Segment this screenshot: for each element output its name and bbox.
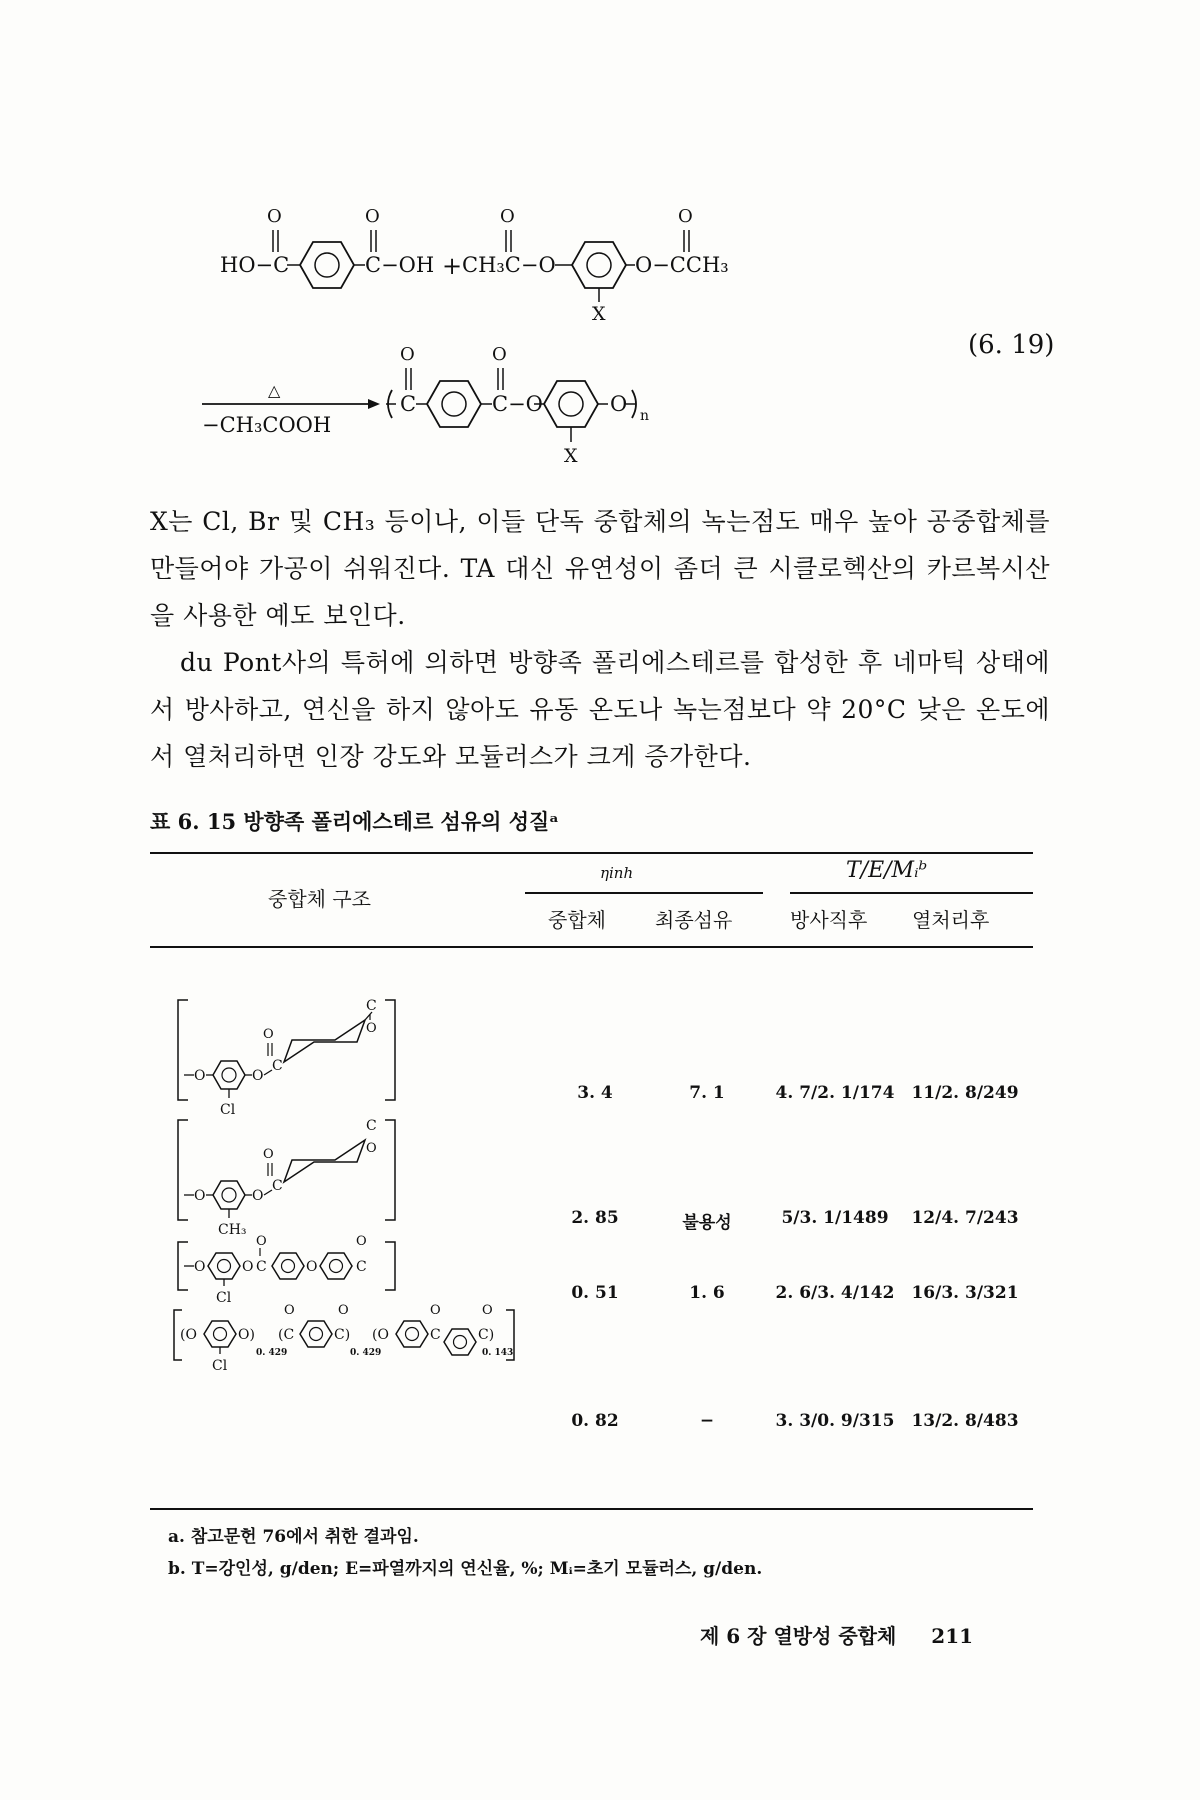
svg-text:O: O (263, 1027, 274, 1042)
svg-text:C: C (356, 1259, 367, 1275)
svg-text:O: O (366, 1141, 377, 1156)
col-header-heat: 열처리후 (912, 908, 990, 932)
svg-text:O: O (252, 1188, 264, 1204)
row4-heat: 13/2. 8/483 (911, 1411, 1019, 1431)
eq-reactant1-prefix: HO−C (220, 253, 290, 277)
svg-text:O: O (194, 1188, 206, 1204)
svg-text:O: O (242, 1259, 254, 1275)
svg-text:(O: (O (372, 1327, 389, 1343)
svg-text:C: C (272, 1178, 283, 1194)
col-header-spun: 방사직후 (790, 908, 868, 932)
svg-text:C: C (430, 1327, 441, 1343)
col-group-tem: T/E/Mᵢᵇ (846, 858, 928, 883)
svg-text:(C: (C (278, 1327, 295, 1343)
svg-text:O: O (194, 1068, 206, 1084)
label-frac-3: 0. 143 (482, 1348, 514, 1358)
svg-text:O: O (338, 1303, 349, 1318)
col-group-inh: ηinh (600, 864, 634, 882)
svg-text:C: C (272, 1058, 283, 1074)
eq-carbonyl-o: O (492, 344, 507, 365)
svg-text:O: O (263, 1147, 274, 1162)
svg-text:C): C) (478, 1327, 495, 1343)
row4-polymer: 0. 82 (571, 1411, 619, 1431)
polymer-structures (160, 990, 620, 1420)
eq-reactant2-prefix: CH₃C−O (462, 253, 556, 277)
svg-text:O): O) (238, 1327, 255, 1343)
row4-spun: 3. 3/0. 9/315 (775, 1411, 895, 1431)
label-frac-2: 0. 429 (350, 1348, 382, 1358)
row4-fiber: − (699, 1411, 715, 1431)
eq-carbonyl-o: O (365, 206, 380, 227)
svg-text:C): C) (334, 1327, 351, 1343)
svg-text:C−O: C−O (492, 392, 543, 416)
row2-heat: 12/4. 7/243 (911, 1208, 1019, 1228)
footnote-a: a. 참고문헌 76에서 취한 결과임. (168, 1527, 419, 1547)
eq-repeat-n: n (640, 408, 650, 424)
body-text (150, 498, 1050, 780)
equation-number: (6. 19) (968, 330, 1055, 360)
reaction-equation (150, 190, 1050, 480)
eq-heat-symbol: △ (268, 381, 281, 400)
svg-text:O: O (284, 1303, 295, 1318)
row1-heat: 11/2. 8/249 (911, 1083, 1019, 1103)
label-cl: Cl (220, 1102, 236, 1118)
eq-plus: + (442, 252, 463, 280)
svg-text:O: O (356, 1234, 367, 1249)
row3-polymer: 0. 51 (571, 1283, 619, 1303)
eq-substituent-x: X (564, 445, 578, 467)
row1-polymer: 3. 4 (577, 1083, 613, 1103)
svg-text:O: O (194, 1259, 206, 1275)
group-rule-inh (525, 892, 763, 894)
svg-text:C: C (366, 1118, 377, 1134)
col-header-fiber: 최종섬유 (655, 908, 733, 932)
svg-text:O: O (482, 1303, 493, 1318)
page-number: 211 (931, 1624, 974, 1648)
eq-carbonyl-o: O (400, 344, 415, 365)
table-top-rule (150, 852, 1033, 854)
paragraph-1: X는 Cl, Br 및 CH₃ 등이나, 이들 단독 중합체의 녹는점도 매우 높아 공중합체를 만들어야 가공이 쉬워진다. TA 대신 유연성이 좀더 큰 시클로헥산의 카르복시산을 사용한 예도 보인다. (150, 507, 1050, 630)
svg-text:C: C (400, 392, 417, 416)
svg-text:C: C (366, 998, 377, 1014)
svg-text:O: O (430, 1303, 441, 1318)
svg-text:O: O (306, 1259, 318, 1275)
row1-spun: 4. 7/2. 1/174 (775, 1083, 895, 1103)
col-header-structure: 중합체 구조 (268, 887, 371, 911)
label-cl: Cl (216, 1290, 232, 1306)
eq-carbonyl-o: O (267, 206, 282, 227)
eq-carbonyl-o: O (500, 206, 515, 227)
label-ch3: CH₃ (218, 1222, 247, 1238)
row2-fiber: 불용성 (682, 1213, 732, 1233)
row3-heat: 16/3. 3/321 (911, 1283, 1019, 1303)
row2-polymer: 2. 85 (571, 1208, 619, 1228)
eq-substituent-x: X (592, 303, 606, 325)
col-header-polymer: 중합체 (548, 908, 606, 932)
footnote-b: b. T=강인성, g/den; E=파열까지의 연신율, %; Mᵢ=초기 모듈러스, g/den. (168, 1559, 763, 1579)
eq-carbonyl-o: O (678, 206, 693, 227)
group-rule-tem (790, 892, 1033, 894)
svg-text:O: O (366, 1021, 377, 1036)
row2-spun: 5/3. 1/1489 (781, 1208, 889, 1228)
svg-text:O: O (256, 1234, 267, 1249)
table-caption: 표 6. 15 방향족 폴리에스테르 섬유의 성질ᵃ (150, 809, 560, 834)
svg-text:(O: (O (180, 1327, 197, 1343)
row3-spun: 2. 6/3. 4/142 (775, 1283, 895, 1303)
label-frac-1: 0. 429 (256, 1348, 288, 1358)
label-cl: Cl (212, 1358, 228, 1374)
paragraph-2: du Pont사의 특허에 의하면 방향족 폴리에스테르를 합성한 후 네마틱 상태에서 방사하고, 연신을 하지 않아도 유동 온도나 녹는점보다 약 20°C 낮은 온도에서 열처리하면 인장 강도와 모듈러스가 크게 증가한다. (150, 648, 1050, 771)
svg-text:O: O (610, 392, 628, 416)
page-footer (700, 1620, 973, 1649)
table-header-rule (150, 946, 1033, 948)
row3-fiber: 1. 6 (689, 1283, 725, 1303)
row1-fiber: 7. 1 (689, 1083, 725, 1103)
eq-byproduct: −CH₃COOH (202, 413, 332, 437)
svg-text:O: O (252, 1068, 264, 1084)
table-bottom-rule (150, 1508, 1033, 1510)
eq-reactant2-suffix: O−CCH₃ (635, 253, 729, 277)
eq-reactant1-suffix: C−OH (365, 253, 435, 277)
chapter-title: 제 6 장 열방성 중합체 (700, 1624, 897, 1648)
svg-text:C: C (256, 1259, 267, 1275)
